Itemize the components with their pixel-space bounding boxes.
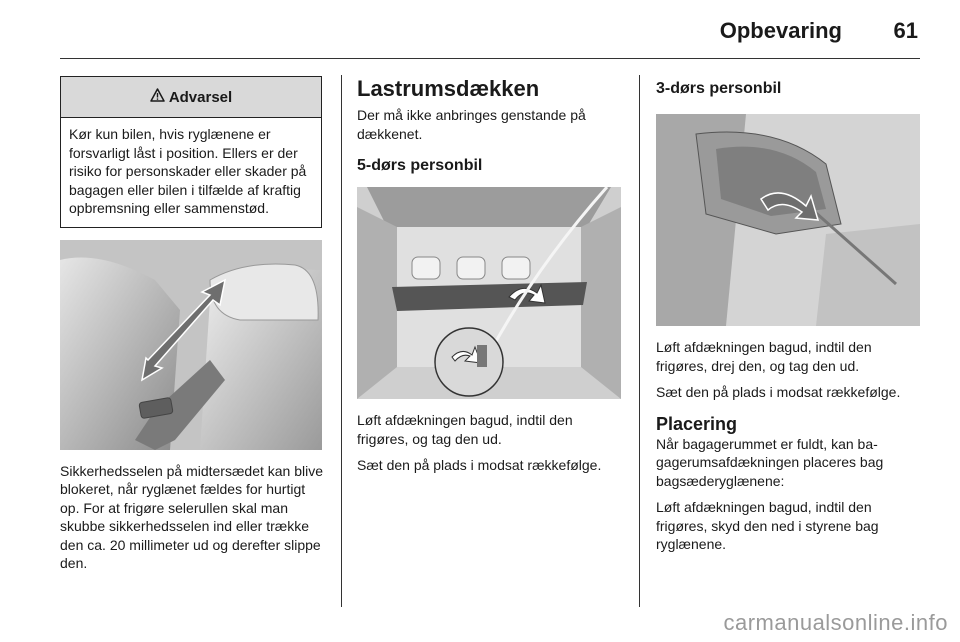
column-divider <box>341 75 342 607</box>
placering-intro: Når bagagerummet er fuldt, kan bagagerumsafdækningen placeres bag bagsæderyglænene: <box>656 435 884 489</box>
placering-title: Placering <box>656 413 738 434</box>
paragraph-placering-steps: Løft afdækningen bagud, indtil den frigøres, skyd den ned i styrene bag ryglænene. <box>656 499 879 552</box>
subsection-title-3door: 3-dørs personbil <box>656 80 782 97</box>
seatbelt-paragraph: Sikkerhedsselen på midtersædet kan blive blokeret, når ryglænet fældes for hurtigt op. For at frigøre selerullen skal man skubbe sikkerhedsselen ind eller trække den ca. 20 millimeter ud og derefter slippe den. <box>60 462 324 571</box>
warning-box <box>60 76 322 228</box>
paragraph-5door-remove: Løft afdækningen bagud, indtil den frigøres, og tag den ud. <box>357 412 573 447</box>
column-middle <box>357 76 625 475</box>
warning-triangle-icon <box>150 88 165 106</box>
header-rule <box>60 58 920 59</box>
paragraph-5door-install: Sæt den på plads i modsat rækkefølge. <box>357 457 602 473</box>
column-divider <box>639 75 640 607</box>
page-title: Opbevaring <box>719 18 842 43</box>
warning-header <box>61 77 321 118</box>
cargo-cover-3door-figure <box>656 114 920 326</box>
warning-title: Advarsel <box>168 88 233 106</box>
seatbelt-figure <box>60 240 322 450</box>
intro-paragraph: Der må ikke anbringes genstande på dækkenet. <box>357 107 586 142</box>
watermark: carmanualsonline.info <box>723 610 948 635</box>
page-number: 61 <box>893 18 918 43</box>
subsection-title-5door: 5-dørs personbil <box>357 157 483 174</box>
paragraph-3door-install: Sæt den på plads i modsat rækkefølge. <box>656 384 901 400</box>
warning-text: Kør kun bilen, hvis ryglænene er forsvarligt låst i position. Ellers er der risiko for personskader eller skader på bagagen eller bilen i tilfælde af kraftig opbremsning eller sammenstød. <box>69 126 307 216</box>
paragraph-3door-remove: Løft afdækningen bagud, indtil den frigøres, drej den, og tag den ud. <box>656 339 872 374</box>
cargo-cover-5door-figure <box>357 187 621 399</box>
column-left <box>60 76 324 573</box>
page-header <box>0 0 960 60</box>
section-title: Lastrumsdækken <box>357 76 540 101</box>
column-right <box>656 76 922 554</box>
